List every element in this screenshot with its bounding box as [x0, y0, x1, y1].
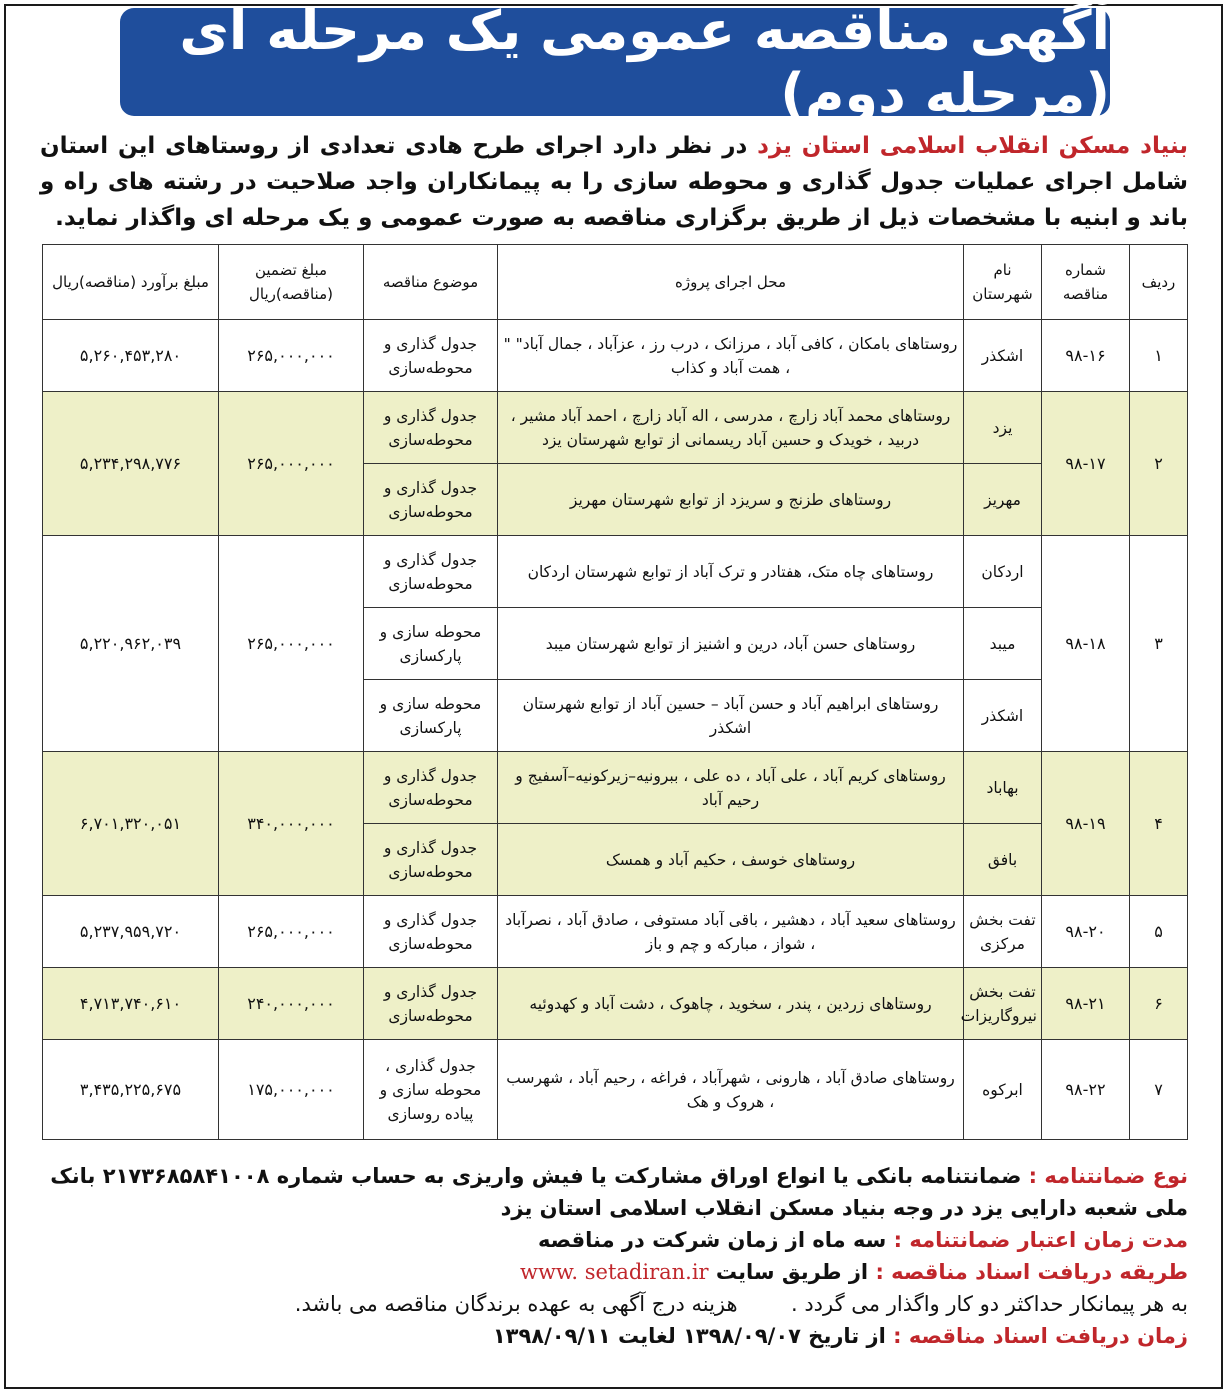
guarantee-amount-cell: ۲۶۵,۰۰۰,۰۰۰ — [219, 392, 364, 536]
intro-org: بنیاد مسکن انقلاب اسلامی استان یزد — [757, 133, 1188, 159]
guarantee-amount-cell: ۳۴۰,۰۰۰,۰۰۰ — [219, 752, 364, 896]
location-cell: روستاهای زردین ، پندر ، سخوید ، چاهوک ، دشت آباد و کهدوئیه — [498, 968, 964, 1040]
docs-line — [40, 1256, 1188, 1288]
location-cell: روستاهای ابراهیم آباد و حسن آباد – حسین آباد از توابع شهرستان اشکذر — [498, 680, 964, 752]
location-cell: روستاهای کریم آباد ، علی آباد ، ده علی ، ببرونیه–زیرکونیه–آسفیج و رحیم آباد — [498, 752, 964, 824]
location-cell: روستاهای محمد آباد زارچ ، مدرسی ، اله آباد زارچ ، احمد آباد مشیر ، دربید ، خویدک و حسین آباد ریسمانی از توابع شهرستان یزد — [498, 392, 964, 464]
location-cell: روستاهای بامکان ، کافی آباد ، مرزانک ، درب رز ، عزآباد ، جمال آباد" " ، همت آباد و کذاب — [498, 320, 964, 392]
tender-number-cell: ۹۸-۲۰ — [1042, 896, 1130, 968]
row-number-cell: ۲ — [1130, 392, 1188, 536]
table-header-row — [43, 245, 1188, 320]
guarantee-amount-cell: ۲۴۰,۰۰۰,۰۰۰ — [219, 968, 364, 1040]
estimate-amount-cell: ۵,۲۶۰,۴۵۳,۲۸۰ — [43, 320, 219, 392]
validity-label: مدت زمان اعتبار ضمانتنامه : — [893, 1228, 1188, 1252]
header-estimate: مبلغ برآورد (مناقصه)ریال — [43, 245, 219, 320]
subject-cell: جدول گذاری و محوطه‌سازی — [364, 824, 498, 896]
header-location: محل اجرای پروژه — [498, 245, 964, 320]
county-cell: بهاباد — [964, 752, 1042, 824]
tender-number-cell: ۹۸-۱۷ — [1042, 392, 1130, 536]
table-body — [43, 320, 1188, 1140]
intro-paragraph — [40, 128, 1188, 236]
subject-cell: جدول گذاری و محوطه‌سازی — [364, 392, 498, 464]
tender-number-cell: ۹۸-۲۱ — [1042, 968, 1130, 1040]
subject-cell: جدول گذاری و محوطه‌سازی — [364, 464, 498, 536]
subject-cell: جدول گذاری و محوطه‌سازی — [364, 536, 498, 608]
location-cell: روستاهای خوسف ، حکیم آباد و همسک — [498, 824, 964, 896]
table-row — [43, 1040, 1188, 1140]
row-number-cell: ۵ — [1130, 896, 1188, 968]
table-row — [43, 320, 1188, 392]
county-cell: مهریز — [964, 464, 1042, 536]
receive-label: زمان دریافت اسناد مناقصه : — [893, 1324, 1188, 1348]
tender-number-cell: ۹۸-۱۸ — [1042, 536, 1130, 752]
tender-number-cell: ۹۸-۱۶ — [1042, 320, 1130, 392]
receive-line — [40, 1320, 1188, 1352]
table-row — [43, 536, 1188, 608]
location-cell: روستاهای سعید آباد ، دهشیر ، باقی آباد مستوفی ، صادق آباد ، نصرآباد ، شواز ، مبارکه و چم و باز — [498, 896, 964, 968]
header-tender-number: شماره مناقصه — [1042, 245, 1130, 320]
location-cell: روستاهای چاه متک، هفتادر و ترک آباد از توابع شهرستان اردکان — [498, 536, 964, 608]
estimate-amount-cell: ۶,۷۰۱,۳۲۰,۰۵۱ — [43, 752, 219, 896]
receive-text: از تاریخ ۱۳۹۸/۰۹/۰۷ لغایت ۱۳۹۸/۰۹/۱۱ — [492, 1324, 894, 1348]
location-cell: روستاهای حسن آباد، درین و اشنیز از توابع شهرستان میبد — [498, 608, 964, 680]
row-number-cell: ۷ — [1130, 1040, 1188, 1140]
guarantee-type-line — [40, 1160, 1188, 1224]
location-cell: روستاهای طزنج و سریزد از توابع شهرستان مهریز — [498, 464, 964, 536]
validity-text: سه ماه از زمان شرکت در مناقصه — [537, 1228, 894, 1252]
guarantee-amount-cell: ۱۷۵,۰۰۰,۰۰۰ — [219, 1040, 364, 1140]
table-row — [43, 752, 1188, 824]
table-row — [43, 968, 1188, 1040]
estimate-amount-cell: ۵,۲۳۷,۹۵۹,۷۲۰ — [43, 896, 219, 968]
footer-notes — [40, 1160, 1188, 1352]
county-cell: میبد — [964, 608, 1042, 680]
location-cell: روستاهای صادق آباد ، هارونی ، شهرآباد ، فراغه ، رحیم آباد ، شهرسب ، هروک و هک — [498, 1040, 964, 1140]
docs-text: از طریق سایت — [708, 1260, 876, 1284]
subject-cell: محوطه سازی و پارکسازی — [364, 608, 498, 680]
table-row — [43, 896, 1188, 968]
subject-cell: جدول گذاری ، محوطه سازی و پیاده روسازی — [364, 1040, 498, 1140]
estimate-amount-cell: ۵,۲۲۰,۹۶۲,۰۳۹ — [43, 536, 219, 752]
row-number-cell: ۴ — [1130, 752, 1188, 896]
guarantee-type-label: نوع ضمانتنامه : — [1028, 1164, 1188, 1188]
row-number-cell: ۱ — [1130, 320, 1188, 392]
county-cell: ابرکوه — [964, 1040, 1042, 1140]
guarantee-amount-cell: ۲۶۵,۰۰۰,۰۰۰ — [219, 896, 364, 968]
row-number-cell: ۶ — [1130, 968, 1188, 1040]
page-title: آگهی مناقصه عمومی یک مرحله ای (مرحله دوم) — [120, 8, 1110, 116]
county-cell: اشکذر — [964, 320, 1042, 392]
subject-cell: جدول گذاری و محوطه‌سازی — [364, 968, 498, 1040]
header-row-number: ردیف — [1130, 245, 1188, 320]
county-cell: بافق — [964, 824, 1042, 896]
validity-line — [40, 1224, 1188, 1256]
table-row — [43, 392, 1188, 464]
guarantee-amount-cell: ۲۶۵,۰۰۰,۰۰۰ — [219, 536, 364, 752]
county-cell: تفت بخش مرکزی — [964, 896, 1042, 968]
county-cell: اشکذر — [964, 680, 1042, 752]
county-cell: اردکان — [964, 536, 1042, 608]
subject-cell: جدول گذاری و محوطه‌سازی — [364, 752, 498, 824]
county-cell: تفت بخش نیروگاریزات — [964, 968, 1042, 1040]
row-number-cell: ۳ — [1130, 536, 1188, 752]
estimate-amount-cell: ۳,۴۳۵,۲۲۵,۶۷۵ — [43, 1040, 219, 1140]
subject-cell: جدول گذاری و محوطه‌سازی — [364, 896, 498, 968]
tender-number-cell: ۹۸-۲۲ — [1042, 1040, 1130, 1140]
estimate-amount-cell: ۵,۲۳۴,۲۹۸,۷۷۶ — [43, 392, 219, 536]
header-subject: موضوع مناقصه — [364, 245, 498, 320]
estimate-amount-cell: ۴,۷۱۳,۷۴۰,۶۱۰ — [43, 968, 219, 1040]
header-county: نام شهرستان — [964, 245, 1042, 320]
header-guarantee: مبلغ تضمین (مناقصه)ریال — [219, 245, 364, 320]
subject-cell: محوطه سازی و پارکسازی — [364, 680, 498, 752]
tender-number-cell: ۹۸-۱۹ — [1042, 752, 1130, 896]
docs-label: طریقه دریافت اسناد مناقصه : — [875, 1260, 1188, 1284]
guarantee-type-text: ضمانتنامه بانکی یا انواع اوراق مشارکت یا فیش واریزی به حساب شماره ۲۱۷۳۶۸۵۸۴۱۰۰۸ بانک ملی شعبه دارایی یزد در وجه بنیاد مسکن انقلاب اسلامی استان یزد — [50, 1164, 1188, 1220]
county-cell: یزد — [964, 392, 1042, 464]
intro-text: در نظر دارد اجرای طرح هادی تعدادی از روستاهای این استان شامل اجرای عملیات جدول گذاری و محوطه سازی را به پیمانکاران واجد صلاحیت در رشته های راه و باند و ابنیه با مشخصات ذیل از طریق برگزاری مناقصه به صورت عمومی و یک مرحله ای واگذار نماید. — [40, 133, 1188, 231]
note-line: به هر پیمانکار حداکثر دو کار واگذار می گردد . هزینه درج آگهی به عهده برندگان مناقصه می باشد. — [294, 1292, 1188, 1316]
docs-url-link[interactable]: www. setadiran.ir — [519, 1260, 709, 1284]
tender-table — [42, 244, 1188, 1140]
subject-cell: جدول گذاری و محوطه‌سازی — [364, 320, 498, 392]
guarantee-amount-cell: ۲۶۵,۰۰۰,۰۰۰ — [219, 320, 364, 392]
